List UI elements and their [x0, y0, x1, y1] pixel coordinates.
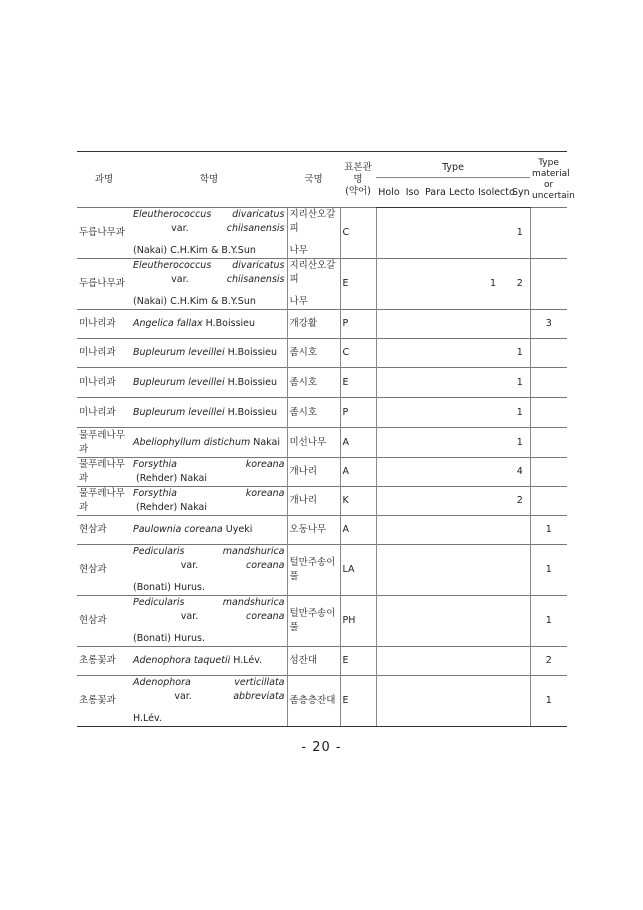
header-specimen: 표본관명 (약어)	[340, 152, 376, 208]
para-cell	[423, 458, 447, 487]
syn-cell	[510, 516, 530, 545]
family-cell: 물푸레나무과	[77, 428, 131, 458]
specimen-abbr-cell: A	[340, 428, 376, 458]
genus-species: Pedicularis mandshurica	[133, 597, 285, 608]
holo-cell	[376, 458, 402, 487]
specimen-abbr-cell: P	[340, 398, 376, 428]
table-row	[77, 259, 567, 310]
page-number: - 20 -	[301, 740, 342, 755]
korean-name-cell	[287, 339, 340, 368]
genus-species: Bupleurum leveillei	[133, 376, 225, 388]
iso-cell	[402, 259, 423, 310]
korean-name: 털만주송이풀	[289, 608, 336, 633]
isolecto-cell	[476, 596, 510, 647]
genus-species: Adenophora taquetii	[133, 655, 231, 666]
genus-species: Adenophora verticillata	[133, 677, 285, 688]
family-cell: 현삼과	[77, 596, 131, 647]
isolecto-cell	[476, 339, 510, 368]
uncertain-cell	[530, 398, 567, 428]
iso-cell	[402, 458, 423, 487]
uncertain-cell: 1	[530, 596, 567, 647]
holo-cell	[376, 516, 402, 545]
korean-name-cell	[287, 428, 340, 458]
specimen-abbr-cell: C	[340, 208, 376, 259]
genus-species: Abeliophyllum distichum	[133, 436, 251, 448]
author-or-rank: H.Boissieu	[224, 406, 278, 418]
korean-name: 미선나무	[289, 436, 327, 448]
iso-cell	[402, 368, 423, 398]
isolecto-cell	[476, 428, 510, 458]
korean-name: 개나리	[289, 495, 318, 506]
infraspecific-epithet: coreana	[246, 611, 285, 622]
scientific-name-cell	[131, 516, 287, 545]
isolecto-cell	[476, 208, 510, 259]
header-syn: Syn	[510, 178, 530, 208]
holo-cell	[376, 428, 402, 458]
header-holo: Holo	[376, 178, 402, 208]
family-cell: 미나리과	[77, 398, 131, 428]
genus-species: Bupleurum leveillei	[133, 406, 225, 418]
para-cell	[423, 545, 447, 596]
holo-cell	[376, 545, 402, 596]
author-or-rank: Uyeki	[222, 524, 253, 535]
author-or-rank: H.Lév.	[230, 655, 263, 666]
para-cell	[423, 647, 447, 676]
iso-cell	[402, 398, 423, 428]
holo-cell	[376, 259, 402, 310]
para-cell	[423, 368, 447, 398]
family-cell: 물푸레나무과	[77, 487, 131, 516]
korean-name: 좀시호	[289, 347, 318, 358]
syn-cell	[510, 596, 530, 647]
uncertain-cell	[530, 428, 567, 458]
isolecto-cell	[476, 516, 510, 545]
holo-cell	[376, 487, 402, 516]
isolecto-cell	[476, 545, 510, 596]
uncertain-cell: 1	[530, 676, 567, 727]
header-lecto: Lecto	[447, 178, 476, 208]
korean-name-cont: 나무	[289, 245, 308, 256]
genus-species: Forsythia koreana	[133, 488, 285, 499]
header-isolecto: Isolecto	[476, 178, 510, 208]
authority: H.Lév.	[133, 713, 162, 724]
lecto-cell	[447, 398, 476, 428]
scientific-name-cell	[131, 398, 287, 428]
iso-cell	[402, 647, 423, 676]
isolecto-cell	[476, 647, 510, 676]
scientific-name-cell	[131, 368, 287, 398]
holo-cell	[376, 398, 402, 428]
table-body	[77, 208, 567, 727]
syn-cell: 1	[510, 398, 530, 428]
lecto-cell	[447, 487, 476, 516]
iso-cell	[402, 596, 423, 647]
header-type-material: Type material or uncertain	[530, 152, 567, 208]
family-cell: 미나리과	[77, 339, 131, 368]
syn-cell: 1	[510, 339, 530, 368]
infraspecific-epithet: coreana	[246, 560, 285, 571]
genus-species: Eleutherococcus divaricatus	[133, 260, 285, 271]
para-cell	[423, 310, 447, 339]
iso-cell	[402, 208, 423, 259]
specimen-abbr-cell: K	[340, 487, 376, 516]
specimen-abbr-cell: A	[340, 516, 376, 545]
isolecto-cell	[476, 398, 510, 428]
authority: (Bonati) Hurus.	[133, 582, 206, 593]
holo-cell	[376, 339, 402, 368]
table-row	[77, 428, 567, 458]
korean-name: 털만주송이풀	[289, 557, 336, 582]
genus-species: Forsythia koreana	[133, 459, 285, 470]
holo-cell	[376, 596, 402, 647]
iso-cell	[402, 676, 423, 727]
iso-cell	[402, 487, 423, 516]
uncertain-cell	[530, 339, 567, 368]
lecto-cell	[447, 458, 476, 487]
family-cell: 현삼과	[77, 516, 131, 545]
uncertain-cell: 2	[530, 647, 567, 676]
syn-cell: 1	[510, 368, 530, 398]
para-cell	[423, 676, 447, 727]
genus-species: Eleutherococcus divaricatus	[133, 209, 285, 220]
para-cell	[423, 596, 447, 647]
isolecto-cell	[476, 487, 510, 516]
iso-cell	[402, 428, 423, 458]
header-family: 과명	[77, 152, 131, 208]
scientific-name-cell	[131, 596, 287, 647]
holo-cell	[376, 676, 402, 727]
korean-name-cell	[287, 647, 340, 676]
korean-name: 좀시호	[289, 376, 318, 388]
header-korean-name: 국명	[287, 152, 340, 208]
para-cell	[423, 487, 447, 516]
korean-name-cell	[287, 458, 340, 487]
table-row	[77, 398, 567, 428]
isolecto-cell	[476, 676, 510, 727]
author-or-rank: H.Boissieu	[202, 318, 256, 329]
author-or-rank: H.Boissieu	[224, 376, 278, 388]
scientific-name-cell	[131, 647, 287, 676]
syn-cell	[510, 676, 530, 727]
syn-cell: 4	[510, 458, 530, 487]
korean-name-cell	[287, 368, 340, 398]
holo-cell	[376, 310, 402, 339]
author-or-rank: var.	[133, 223, 227, 234]
specimen-abbr-cell: PH	[340, 596, 376, 647]
author-or-rank: (Rehder) Nakai	[133, 473, 207, 484]
table-row	[77, 310, 567, 339]
genus-species: Paulownia coreana	[133, 524, 223, 535]
syn-cell: 1	[510, 208, 530, 259]
table-row	[77, 487, 567, 516]
family-cell: 미나리과	[77, 368, 131, 398]
table-row	[77, 596, 567, 647]
author-or-rank: var.	[133, 611, 247, 622]
header-type: Type	[376, 152, 530, 178]
uncertain-cell: 1	[530, 516, 567, 545]
korean-name: 지리산오갈피	[289, 260, 336, 285]
korean-name-cell	[287, 398, 340, 428]
table-row	[77, 208, 567, 259]
family-cell: 초롱꽃과	[77, 676, 131, 727]
scientific-name-cell	[131, 545, 287, 596]
scientific-name-cell	[131, 339, 287, 368]
family-cell: 물푸레나무과	[77, 458, 131, 487]
specimen-abbr-cell: E	[340, 368, 376, 398]
lecto-cell	[447, 647, 476, 676]
para-cell	[423, 516, 447, 545]
isolecto-cell: 1	[476, 259, 510, 310]
infraspecific-epithet: chiisanensis	[226, 274, 285, 285]
korean-name-cell	[287, 259, 340, 310]
table-row	[77, 339, 567, 368]
korean-name-cell	[287, 208, 340, 259]
specimen-abbr-cell: A	[340, 458, 376, 487]
author-or-rank: H.Boissieu	[224, 347, 278, 358]
table-row	[77, 545, 567, 596]
scientific-name-cell	[131, 310, 287, 339]
korean-name-cell	[287, 487, 340, 516]
header-scientific-name: 학명	[131, 152, 287, 208]
syn-cell: 2	[510, 259, 530, 310]
syn-cell	[510, 310, 530, 339]
genus-species: Bupleurum leveillei	[133, 347, 225, 358]
specimen-abbr-cell: E	[340, 259, 376, 310]
korean-name-cont: 나무	[289, 296, 308, 307]
holo-cell	[376, 208, 402, 259]
korean-name: 개나리	[289, 466, 318, 477]
specimen-abbr-cell: E	[340, 676, 376, 727]
syn-cell: 1	[510, 428, 530, 458]
iso-cell	[402, 339, 423, 368]
scientific-name-cell	[131, 676, 287, 727]
header-para: Para	[423, 178, 447, 208]
family-cell: 현삼과	[77, 545, 131, 596]
uncertain-cell: 1	[530, 545, 567, 596]
korean-name: 좀층층잔대	[289, 695, 336, 706]
uncertain-cell	[530, 208, 567, 259]
isolecto-cell	[476, 310, 510, 339]
uncertain-cell	[530, 487, 567, 516]
scientific-name-cell	[131, 458, 287, 487]
korean-name-cell	[287, 545, 340, 596]
genus-species: Pedicularis mandshurica	[133, 546, 285, 557]
para-cell	[423, 398, 447, 428]
specimen-abbr-cell: E	[340, 647, 376, 676]
korean-name: 지리산오갈피	[289, 209, 336, 234]
lecto-cell	[447, 368, 476, 398]
infraspecific-epithet: abbreviata	[233, 691, 285, 702]
lecto-cell	[447, 259, 476, 310]
korean-name: 개강활	[289, 318, 318, 329]
iso-cell	[402, 310, 423, 339]
syn-cell	[510, 647, 530, 676]
table-row	[77, 676, 567, 727]
para-cell	[423, 428, 447, 458]
infraspecific-epithet: chiisanensis	[226, 223, 285, 234]
scientific-name-cell	[131, 259, 287, 310]
author-or-rank: var.	[133, 274, 227, 285]
isolecto-cell	[476, 458, 510, 487]
author-or-rank: Nakai	[250, 436, 280, 448]
table-row	[77, 516, 567, 545]
korean-name-cell	[287, 310, 340, 339]
authority: (Nakai) C.H.Kim & B.Y.Sun	[133, 245, 256, 256]
table-row	[77, 368, 567, 398]
iso-cell	[402, 545, 423, 596]
family-cell: 두릅나무과	[77, 208, 131, 259]
author-or-rank: var.	[133, 691, 234, 702]
table-row	[77, 647, 567, 676]
family-cell: 두릅나무과	[77, 259, 131, 310]
uncertain-cell	[530, 368, 567, 398]
family-cell: 미나리과	[77, 310, 131, 339]
korean-name: 오동나무	[289, 524, 327, 535]
header-iso: Iso	[402, 178, 423, 208]
type-specimen-table	[77, 151, 575, 727]
uncertain-cell	[530, 259, 567, 310]
authority: (Nakai) C.H.Kim & B.Y.Sun	[133, 296, 256, 307]
authority: (Bonati) Hurus.	[133, 633, 206, 644]
lecto-cell	[447, 208, 476, 259]
para-cell	[423, 259, 447, 310]
lecto-cell	[447, 676, 476, 727]
korean-name-cell	[287, 516, 340, 545]
iso-cell	[402, 516, 423, 545]
para-cell	[423, 339, 447, 368]
family-cell: 초롱꽃과	[77, 647, 131, 676]
isolecto-cell	[476, 368, 510, 398]
lecto-cell	[447, 428, 476, 458]
author-or-rank: (Rehder) Nakai	[133, 502, 207, 513]
specimen-abbr-cell: P	[340, 310, 376, 339]
korean-name-cell	[287, 596, 340, 647]
genus-species: Angelica fallax	[133, 318, 203, 329]
uncertain-cell: 3	[530, 310, 567, 339]
uncertain-cell	[530, 458, 567, 487]
holo-cell	[376, 368, 402, 398]
specimen-abbr-cell: C	[340, 339, 376, 368]
lecto-cell	[447, 339, 476, 368]
scientific-name-cell	[131, 208, 287, 259]
korean-name: 섬잔대	[289, 655, 318, 666]
lecto-cell	[447, 310, 476, 339]
scientific-name-cell	[131, 428, 287, 458]
lecto-cell	[447, 545, 476, 596]
author-or-rank: var.	[133, 560, 247, 571]
holo-cell	[376, 647, 402, 676]
para-cell	[423, 208, 447, 259]
lecto-cell	[447, 516, 476, 545]
lecto-cell	[447, 596, 476, 647]
scientific-name-cell	[131, 487, 287, 516]
syn-cell: 2	[510, 487, 530, 516]
syn-cell	[510, 545, 530, 596]
korean-name-cell	[287, 676, 340, 727]
specimen-abbr-cell: LA	[340, 545, 376, 596]
korean-name: 좀시호	[289, 406, 318, 418]
table-row	[77, 458, 567, 487]
